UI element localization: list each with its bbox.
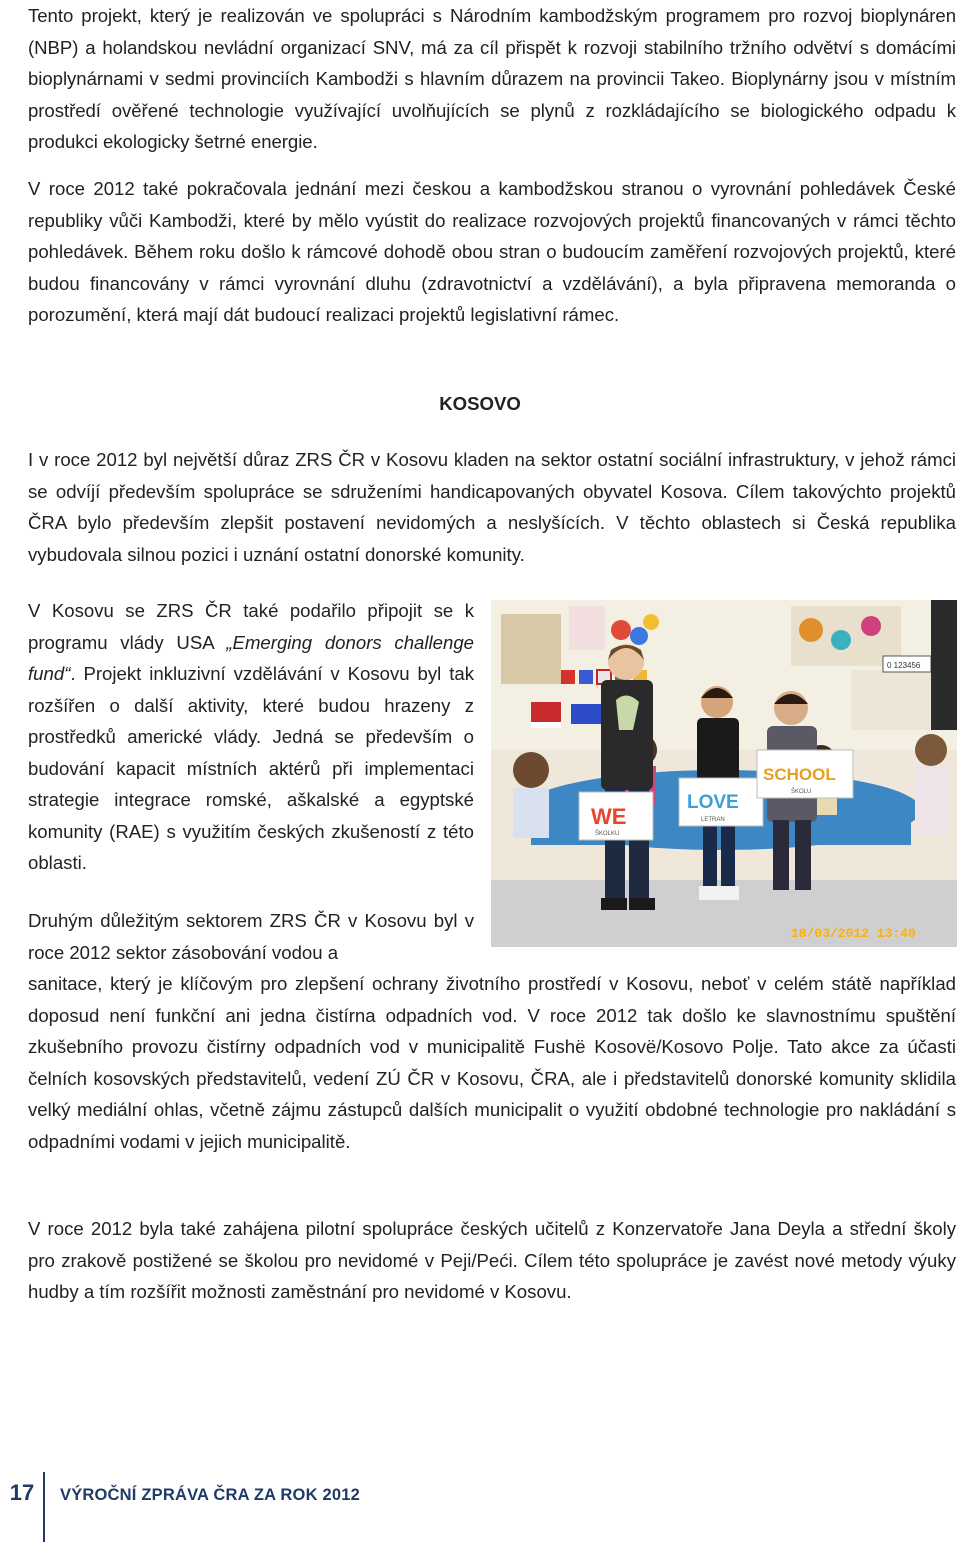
- paragraph-kosovo-usa: [28, 595, 474, 879]
- photo-date-stamp: 18/03/2012 13:40: [791, 926, 916, 941]
- paragraph-kosovo-social: I v roce 2012 byl největší důraz ZRS ČR v Kosovu kladen na sektor ostatní sociální infrastruktury, v jehož rámci se odvíjí především spolupráce se sdruženími handicapovaných obyvatel Kosova. Cílem takovýchto projektů ČRA bylo především zlepšit postavení nevidomých a neslyšících. V těchto oblastech si Česká republika vybudovala silnou pozici i uznání ostatní donorské komunity.: [28, 449, 956, 565]
- paragraph-kosovo-music: V roce 2012 byla také zahájena pilotní spolupráce českých učitelů z Konzervatoře Jana Deyla a střední školy pro zrakově postižené se školou pro nevidomé v Peji/Peći. Cílem této spolupráce je zavést nové metody výuky hudby a tím rozšířit možnosti zaměstnání pro nevidomé v Kosovu.: [28, 1218, 956, 1302]
- footer-report-title: VÝROČNÍ ZPRÁVA ČRA ZA ROK 2012: [60, 1486, 360, 1504]
- paragraph-kosovo-water-start: Druhým důležitým sektorem ZRS ČR v Kosovu byl v roce 2012 sektor zásobování vodou a: [28, 910, 474, 963]
- program-name: „Emerging donors challenge fund“: [28, 631, 475, 684]
- paragraph-cambodia-biogas: Tento projekt, který je realizován ve spolupráci s Národním kambodžským programem pro rozvoj bioplynáren (NBP) a holandskou nevládní organizací SNV, má za cíl přispět k rozvoji stabilního tržního odvětví s domácími bioplynárnami v sedmi provinciích Kambodži s hlavním důrazem na provincii Takeo. Bioplynárny jsou v místním prostředí ověřené technologie využívající uvolňujících se plynů z rozkládajícího se biologického odpadu k produkci ekologicky šetrné energie.: [28, 5, 956, 152]
- section-heading-kosovo: KOSOVO: [439, 393, 521, 414]
- paragraph-kosovo-usa-part1: V Kosovu se ZRS ČR také podařilo připojit se k programu vlády USA: [28, 600, 474, 653]
- paragraph-cambodia-debt: V roce 2012 také pokračovala jednání mezi českou a kambodžskou stranou o vyrovnání pohledávek České republiky vůči Kambodži, které by mělo vyústit do realizace rozvojových projektů financovaných v rámci těchto pohledávek. Během roku došlo k rámcové dohodě obou stran o budoucím zaměření rozvojových projektů, které budou financovány v rámci vyrovnání dluhu (zdravotnictví a vzdělávání), a byla připravena memoranda o porozumění, která mají dát budoucí realizaci projektů legislativní rámec.: [28, 178, 956, 325]
- sign-we-caption: ŠKOLKU: [595, 831, 620, 837]
- sign-love-caption: LETRAN: [701, 817, 725, 823]
- wall-number-sign: 0 123456: [887, 661, 921, 670]
- sign-we-text: WE: [591, 804, 627, 829]
- paragraph-kosovo-water: sanitace, který je klíčovým pro zlepšení ochrany životního prostředí v Kosovu, neboť v celém státě například doposud není funkční ani jedna čistírna odpadních vod. V roce 2012 tak došlo ke slavnostnímu spuštění zkušebního provozu čistírny odpadních vod v municipalitě Fushë Kosovë/Kosovo Polje. Tato akce za účasti čelních kosovských představitelů, vedení ZÚ ČR v Kosovu, ČRA, ale i představitelů donorské komunity sklidila velký mediální ohlas, včetně zájmu zástupců dalších municipalit o využití obdobné technologie pro nakládání s odpadními vodami v jejich municipalitě.: [28, 973, 956, 1152]
- paragraph-kosovo-usa-part2: . Projekt inkluzivní vzdělávání v Kosovu byl tak rozšířen o další aktivity, které budou hrazeny z prostředků americké vlády. Jedná se především o budování kapacit místních aktérů při implementaci strategie integrace romské, aškalské a egyptské komunity (RAE) s využitím českých zkušeností z této oblasti.: [28, 663, 474, 873]
- sign-school-caption: ŠKOLU: [791, 789, 812, 795]
- photo-children-with-signs: [491, 600, 957, 947]
- sign-love-text: LOVE: [687, 792, 739, 813]
- page-number: 17: [9, 1480, 35, 1505]
- footer-divider: [43, 1472, 45, 1542]
- sign-school-text: SCHOOL: [763, 765, 836, 784]
